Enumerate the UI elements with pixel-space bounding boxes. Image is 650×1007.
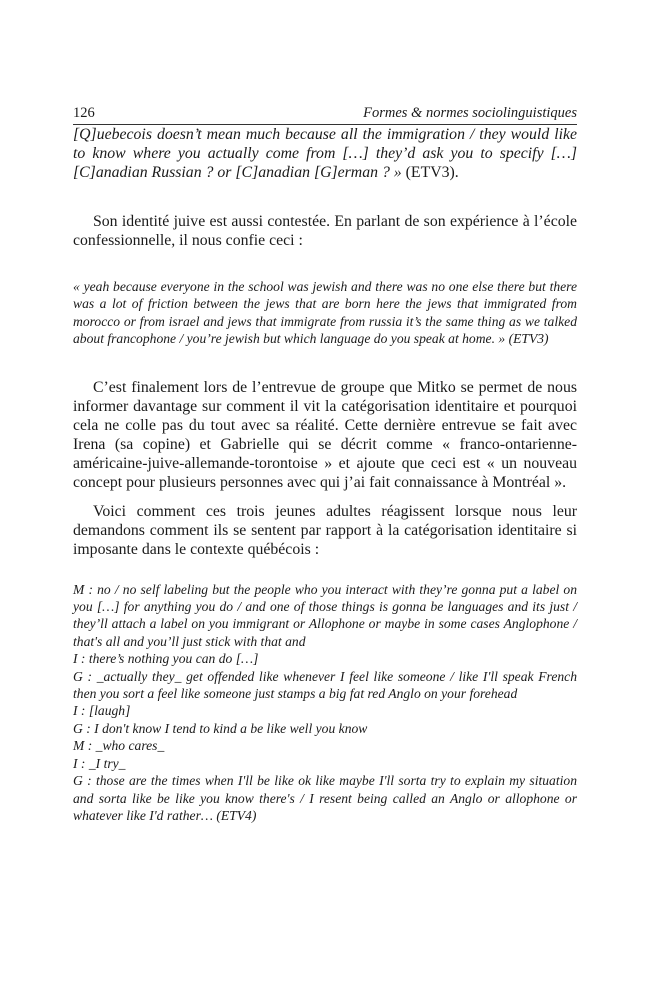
transcript-line: M : _who cares_	[73, 738, 165, 754]
running-header	[73, 105, 577, 125]
continued-quote-reference: (ETV3).	[401, 164, 459, 181]
paragraph-group-interview: C’est finalement lors de l’entrevue de groupe que Mitko se permet de nous informer davantage sur comment il vit la catégorisation identitaire et pourquoi cela ne colle pas du tout avec sa réalité. Cette dernière entrevue se fait avec Irena (sa copine) et Gabrielle qui se décrit comme « franco-ontarienne-américaine-juive-allemande-torontoise » et ajoute que ceci est « un nouveau concept pour plusieurs personnes avec qui j’ai fait connaissance à Montréal ».	[73, 378, 577, 491]
continued-quote-text: [Q]uebecois doesn’t mean much because all the immigration / they would like to know where you actually come from […] they’d ask you to specify […] [C]anadian Russian ? or [C]anadian [G]erman ? »	[73, 126, 577, 181]
transcript-line: I : there’s nothing you can do […]	[73, 651, 259, 667]
running-title: Formes & normes sociolinguistiques	[363, 105, 577, 121]
paragraph-jewish-identity: Son identité juive est aussi contestée. En parlant de son expérience à l’école confessionnelle, il nous confie ceci :	[73, 213, 577, 249]
transcript-line: G : those are the times when I'll be like ok like maybe I'll sorta try to explain my situation and sorta like be like you know there's / I resent being called an Anglo or allophone or whatever like I'd rather… (ETV4)	[73, 773, 577, 823]
transcript-line: I : [laugh]	[73, 703, 131, 719]
page-number: 126	[73, 105, 95, 121]
transcript-line: I : _I try_	[73, 755, 126, 771]
transcript-line: G : I don't know I tend to kind a be like well you know	[73, 720, 368, 736]
continued-quote	[73, 125, 577, 182]
transcript-line: G : _actually they_ get offended like whenever I feel like someone / like I'll speak French then you sort a feel like someone just stamps a big fat red Anglo on your forehead	[73, 668, 577, 702]
book-page	[73, 105, 577, 824]
interview-transcript	[73, 581, 577, 825]
paragraph-reaction-intro: Voici comment ces trois jeunes adultes réagissent lorsque nous leur demandons comment ils se sentent par rapport à la catégorisation identitaire si imposante dans le contexte québécois :	[73, 502, 577, 558]
transcript-line: M : no / no self labeling but the people who you interact with they’re gonna put a label on you […] for anything you do / and one of those things is gonna be languages and its just / they’ll attach a label on you immigrant or Allophone or maybe in some cases Anglophone / that's all and you’ll just stick with that and	[73, 581, 577, 649]
block-quote-etv3: « yeah because everyone in the school was jewish and there was no one else there but there was a lot of friction between the jews that are born here the jews that immigrated from morocco or from israel and jews that immigrate from russia it’s the same thing as we talked about francophone / you’re jewish but which language do you speak at home. » (ETV3)	[73, 279, 577, 347]
